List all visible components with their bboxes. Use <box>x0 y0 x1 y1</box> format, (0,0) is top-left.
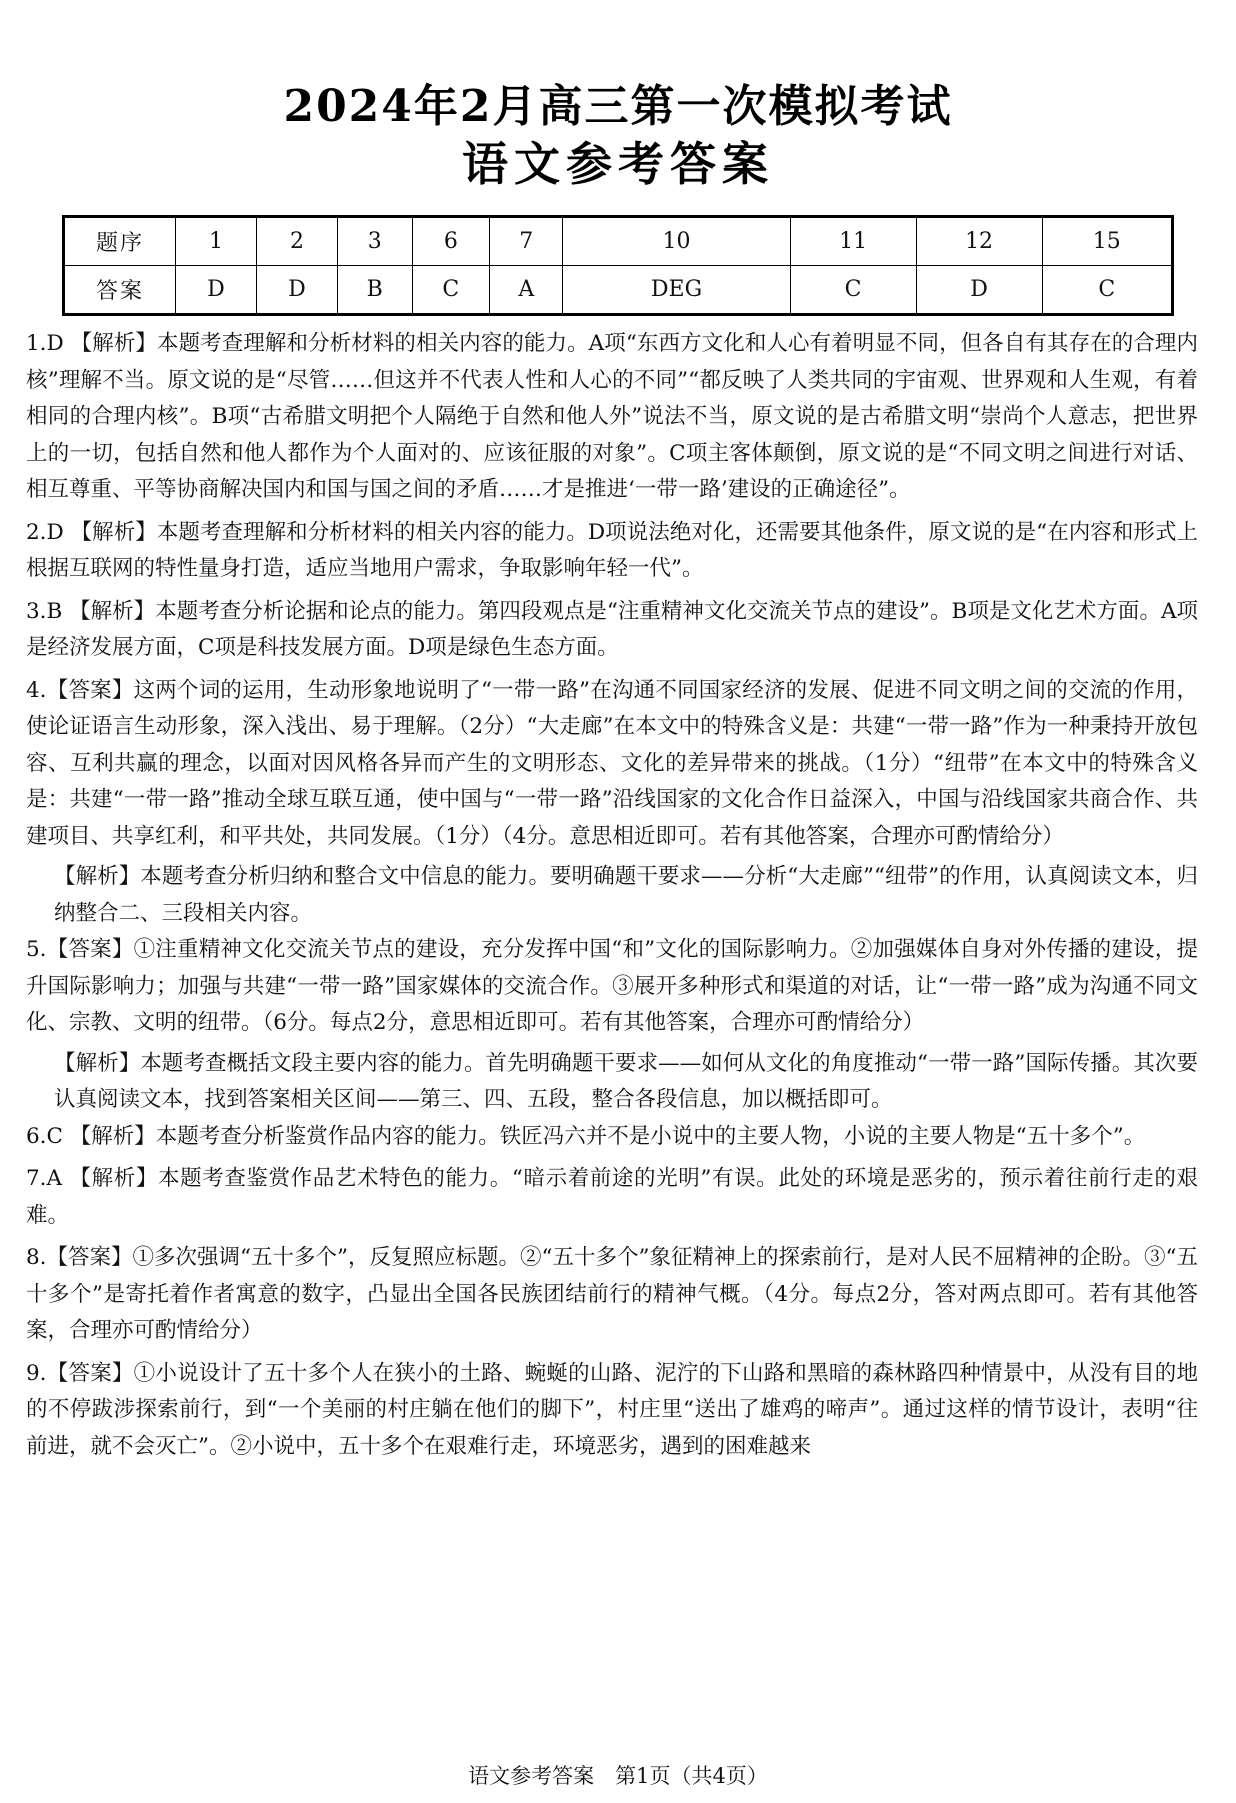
row-label-answer: 答案 <box>64 266 176 315</box>
answer-cell: D <box>916 266 1042 315</box>
answer-cell: B <box>337 266 412 315</box>
analysis-item-4: 【解析】本题考查分析归纳和整合文中信息的能力。要明确题干要求——分析“大走廊”“纽带”的作用，认真阅读文本，归纳整合二、三段相关内容。 <box>54 864 1198 926</box>
answer-item-9: 9.【答案】①小说设计了五十多个人在狭小的土路、蜿蜒的山路、泥泞的下山路和黑暗的森林路四种情景中，从没有目的地的不停跋涉探索前行，到“一个美丽的村庄躺在他们的脚下”，村庄里“送出了雄鸡的啼声”。通过这样的情节设计，表明“往前进，就不会灭亡”。②小说中，五十多个在艰难行走，环境恶劣，遇到的困难越来 <box>26 1360 1198 1459</box>
analysis-item-5: 【解析】本题考查概括文段主要内容的能力。首先明确题干要求——如何从文化的角度推动“一带一路”国际传播。其次要认真阅读文本，找到答案相关区间——第三、四、五段，整合各段信息，加以概括即可。 <box>54 1050 1198 1112</box>
answer-item-1: 1.D 【解析】本题考查理解和分析材料的相关内容的能力。A项“东西方文化和人心有着明显不同，但各自有其存在的合理内核”理解不当。原文说的是“尽管……但这并不代表人性和人心的不同”“都反映了人类共同的宇宙观、世界观和人生观，有着相同的合理内核”。B项“古希腊文明把个人隔绝于自然和他人外”说法不当，原文说的是古希腊文明“崇尚个人意志，把世界上的一切，包括自然和他人都作为个人面对的、应该征服的对象”。C项主客体颠倒，原文说的是“不同文明之间进行对话、相互尊重、平等协商解决国内和国与国之间的矛盾……才是推进‘一带一路’建设的正确途径”。 <box>26 331 1198 502</box>
question-number-row <box>64 217 1173 266</box>
answer-table <box>62 215 1174 316</box>
question-number-cell: 3 <box>337 217 412 266</box>
answer-item-4: 4.【答案】这两个词的运用，生动形象地说明了“一带一路”在沟通不同国家经济的发展、促进不同文明之间的交流的作用，使论证语言生动形象，深入浅出、易于理解。（2分）“大走廊”在本文中的特殊含义是：共建“一带一路”作为一种秉持开放包容、互利共赢的理念，以面对因风格各异而产生的文明形态、文化的差异带来的挑战。（1分）“纽带”在本文中的特殊含义是：共建“一带一路”推动全球互联互通，使中国与“一带一路”沿线国家的文化合作日益深入，中国与沿线国家共商合作、共建项目、共享红利，和平共处，共同发展。（1分）（4分。意思相近即可。若有其他答案，合理亦可酌情给分） <box>26 677 1198 849</box>
answer-item-6: 6.C 【解析】本题考查分析鉴赏作品内容的能力。铁匠冯六并不是小说中的主要人物，小说的主要人物是“五十多个”。 <box>26 1123 1146 1149</box>
question-number-cell: 6 <box>412 217 490 266</box>
answer-cell: DEG <box>563 266 790 315</box>
answer-cell: A <box>490 266 563 315</box>
answer-explanations <box>0 326 1236 1465</box>
answer-cell: C <box>1042 266 1172 315</box>
question-number-cell: 1 <box>176 217 257 266</box>
answer-item-8: 8.【答案】①多次强调“五十多个”，反复照应标题。②“五十多个”象征精神上的探索前行，是对人民不屈精神的企盼。③“五十多个”是寄托着作者寓意的数字，凸显出全国各民族团结前行的精神气概。（4分。每点2分，答对两点即可。若有其他答案，合理亦可酌情给分） <box>26 1245 1198 1343</box>
exam-title: 2024年2月高三第一次模拟考试 <box>283 81 953 132</box>
row-label-question-number: 题序 <box>64 217 176 266</box>
answer-cell: C <box>790 266 916 315</box>
question-number-cell: 11 <box>790 217 916 266</box>
answer-cell: C <box>412 266 490 315</box>
page-footer: 语文参考答案 第1页（共4页） <box>468 1764 768 1788</box>
question-number-cell: 15 <box>1042 217 1172 266</box>
answer-cell: D <box>176 266 257 315</box>
answer-item-3: 3.B 【解析】本题考查分析论据和论点的能力。第四段观点是“注重精神文化交流关节点的建设”。B项是文化艺术方面。A项是经济发展方面，C项是科技发展方面。D项是绿色生态方面。 <box>26 598 1198 660</box>
question-number-cell: 2 <box>256 217 337 266</box>
question-number-cell: 10 <box>563 217 790 266</box>
answer-item-2: 2.D 【解析】本题考查理解和分析材料的相关内容的能力。D项说法绝对化，还需要其他条件，原文说的是“在内容和形式上根据互联网的特性量身打造，适应当地用户需求，争取影响年轻一代”。 <box>26 519 1198 581</box>
question-number-cell: 12 <box>916 217 1042 266</box>
answer-row <box>64 266 1173 315</box>
question-number-cell: 7 <box>490 217 563 266</box>
document-subtitle: 语文参考答案 <box>462 137 774 191</box>
answer-cell: D <box>256 266 337 315</box>
answer-item-5: 5.【答案】①注重精神文化交流关节点的建设，充分发挥中国“和”文化的国际影响力。②加强媒体自身对外传播的建设，提升国际影响力；加强与共建“一带一路”国家媒体的交流合作。③展开多种形式和渠道的对话，让“一带一路”成为沟通不同文化、宗教、文明的纽带。（6分。每点2分，意思相近即可。若有其他答案，合理亦可酌情给分） <box>26 937 1198 1035</box>
answer-item-7: 7.A 【解析】本题考查鉴赏作品艺术特色的能力。“暗示着前途的光明”有误。此处的环境是恶劣的，预示着往前行走的艰难。 <box>26 1166 1198 1228</box>
